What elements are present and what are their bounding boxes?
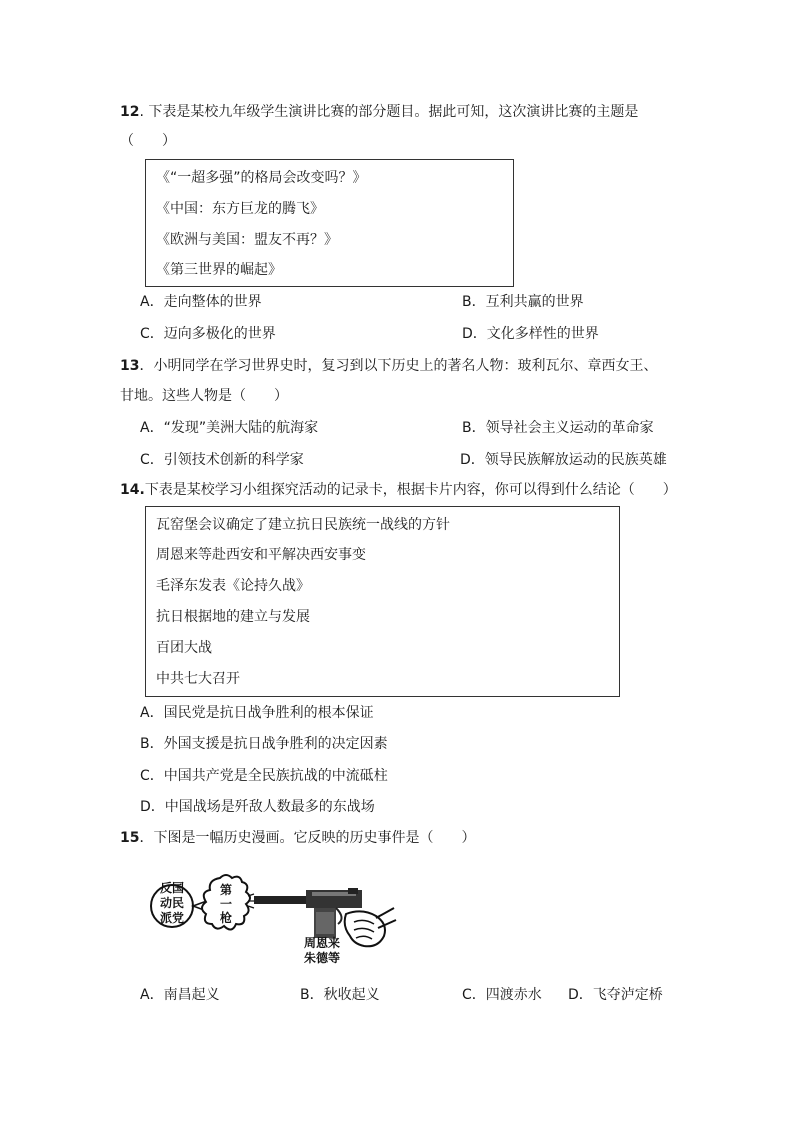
cartoon-caption-line-1: 周恩来 — [303, 936, 341, 950]
q14-card-row-2: 周恩来等赴西安和平解决西安事变 — [156, 547, 366, 563]
q12-stem — [120, 102, 638, 122]
cartoon-bubble-line-1: 第 — [219, 883, 233, 897]
q14-card-row-1: 瓦窑堡会议确定了建立抗日民族统一战线的方针 — [156, 517, 450, 533]
q12-table-row-1: 《“一超多强”的格局会改变吗？》 — [156, 170, 367, 186]
q14-option-c[interactable]: C．中国共产党是全民族抗战的中流砥柱 — [140, 768, 388, 784]
q14-stem-text: 下表是某校学习小组探究活动的记录卡，根据卡片内容，你可以得到什么结论（ ） — [144, 482, 677, 498]
q15-option-a[interactable]: A．南昌起义 — [140, 987, 220, 1003]
q13-stem-line-1 — [120, 356, 657, 376]
q12-option-d[interactable]: D．文化多样性的世界 — [462, 326, 599, 342]
q13-stem-text-1: ．小明同学在学习世界史时，复习到以下历史上的著名人物：玻利瓦尔、章西女王、 — [139, 358, 658, 374]
q14-card-row-4: 抗日根据地的建立与发展 — [156, 609, 310, 625]
q14-card-row-5: 百团大战 — [156, 640, 212, 656]
q15-number: 15 — [120, 830, 140, 846]
cartoon-kmt-line-3: 派党 — [159, 911, 185, 925]
q14-option-d[interactable]: D．中国战场是歼敌人数最多的东战场 — [140, 799, 375, 815]
q13-option-c[interactable]: C．引领技术创新的科学家 — [140, 452, 304, 468]
q15-option-d[interactable]: D．飞夺泸定桥 — [568, 987, 663, 1003]
q14-card-row-3: 毛泽东发表《论持久战》 — [156, 578, 310, 594]
q12-table-row-2: 《中国：东方巨龙的腾飞》 — [156, 201, 324, 217]
cartoon-caption-line-2: 朱德等 — [303, 951, 341, 965]
cartoon-hand-icon — [345, 908, 396, 946]
q13-stem-line-2: 甘地。这些人物是（ ） — [120, 388, 288, 404]
q14-record-card — [145, 506, 620, 697]
q15-history-cartoon — [150, 868, 400, 968]
q14-option-b[interactable]: B．外国支援是抗日战争胜利的决定因素 — [140, 736, 388, 752]
cartoon-kmt-line-2: 动民 — [159, 896, 185, 910]
q14-card-row-6: 中共七大召开 — [156, 671, 240, 687]
q12-number: 12 — [120, 104, 140, 120]
q12-answer-paren: （ ） — [120, 133, 176, 149]
cartoon-bubble-line-3: 枪 — [219, 911, 233, 925]
cartoon-kmt-line-1: 反国 — [159, 881, 185, 895]
q14-number: 14. — [120, 482, 145, 498]
q14-stem — [120, 480, 677, 500]
q12-table-row-4: 《第三世界的崛起》 — [156, 262, 282, 278]
q15-stem-text: ．下图是一幅历史漫画。它反映的历史事件是（ ） — [139, 830, 476, 846]
q13-option-b[interactable]: B．领导社会主义运动的革命家 — [462, 420, 654, 436]
q15-option-c[interactable]: C．四渡赤水 — [462, 987, 542, 1003]
q13-option-d[interactable]: D．领导民族解放运动的民族英雄 — [460, 452, 667, 468]
q12-option-b[interactable]: B．互利共赢的世界 — [462, 294, 584, 310]
q13-option-a[interactable]: A．“发现”美洲大陆的航海家 — [140, 420, 319, 436]
cartoon-muzzle-flash — [248, 894, 255, 908]
q12-topic-table — [145, 159, 514, 287]
q15-stem — [120, 828, 475, 848]
q12-stem-text: . 下表是某校九年级学生演讲比赛的部分题目。据此可知，这次演讲比赛的主题是 — [139, 104, 639, 120]
q12-option-c[interactable]: C．迈向多极化的世界 — [140, 326, 276, 342]
q13-number: 13 — [120, 358, 140, 374]
q15-option-b[interactable]: B．秋收起义 — [300, 987, 380, 1003]
cartoon-bubble-line-2: 一 — [219, 897, 233, 911]
q12-option-a[interactable]: A．走向整体的世界 — [140, 294, 262, 310]
q12-table-row-3: 《欧洲与美国：盟友不再？》 — [156, 232, 338, 248]
q14-option-a[interactable]: A．国民党是抗日战争胜利的根本保证 — [140, 705, 374, 721]
